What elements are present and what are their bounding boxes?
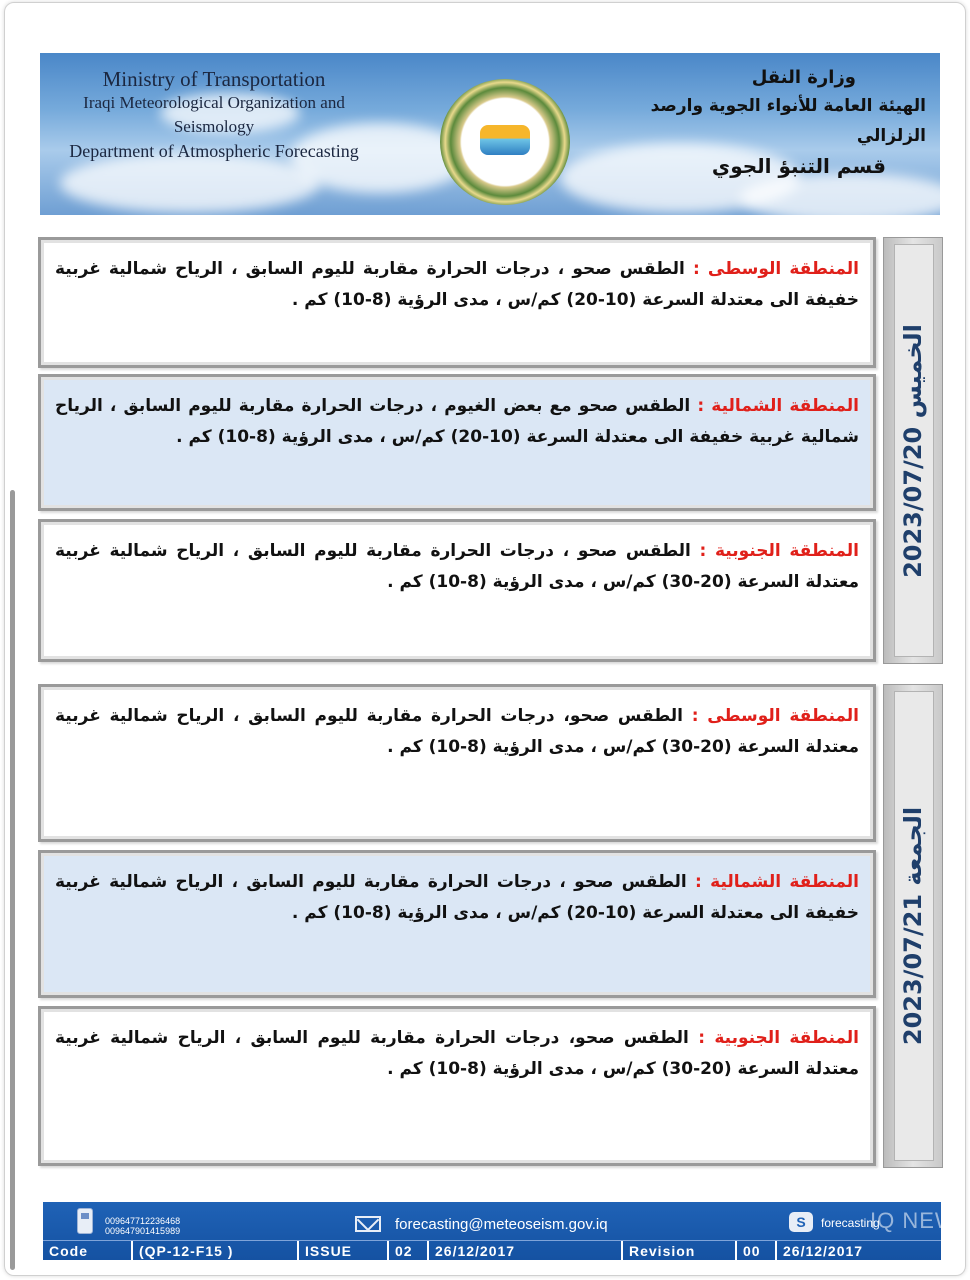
- ministry-name-ar: وزارة النقل: [751, 67, 856, 88]
- department-name-ar: قسم التنبؤ الجوي: [711, 154, 886, 178]
- watermark-text: IQ NEW: [870, 1208, 957, 1233]
- region-name: المنطقة الشمالية: [711, 396, 859, 416]
- issue-date: 26/12/2017: [429, 1241, 623, 1261]
- organization-name-ar: الهيئة العامة للأنواء الجوية وارصد الزلزالي: [650, 96, 926, 146]
- mail-icon: [355, 1216, 381, 1232]
- day-date-label: الجمعة 2023/07/21: [899, 806, 927, 1046]
- document-code-row: [43, 1240, 941, 1261]
- region-card-central: المنطقة الوسطى : الطقس صحو ، درجات الحرارة مقاربة لليوم السابق ، الرياح شمالية غربية خفيفة الى معتدلة السرعة (10-20) كم/س ، مدى الرؤية (8-10) كم .: [38, 237, 876, 368]
- region-forecast-text: الطقس صحو مع بعض الغيوم ، درجات الحرارة مقاربة لليوم السابق ، الرياح شمالية غربية خفيفة الى معتدلة السرعة (10-20) كم/س ، مدى الرؤية (8-10) كم .: [55, 396, 859, 447]
- region-forecast-text: الطقس صحو ، درجات الحرارة مقاربة لليوم السابق ، الرياح شمالية غربية خفيفة الى معتدلة السرعة (10-20) كم/س ، مدى الرؤية (8-10) كم .: [55, 872, 859, 923]
- issue-number: 02: [389, 1241, 429, 1261]
- header-english-block: [54, 67, 374, 163]
- region-forecast-text: الطقس صحو، درجات الحرارة مقاربة لليوم السابق ، الرياح شمالية غربية معتدلة السرعة (20-30) كم/س ، مدى الرؤية (8-10) كم .: [55, 706, 859, 757]
- region-name: المنطقة الجنوبية: [714, 541, 859, 561]
- email-address[interactable]: forecasting@meteoseism.gov.iq: [395, 1216, 608, 1233]
- region-card-south: المنطقة الجنوبية : الطقس صحو، درجات الحرارة مقاربة لليوم السابق ، الرياح شمالية غربية معتدلة السرعة (20-30) كم/س ، مدى الرؤية (8-10) كم .: [38, 1006, 876, 1166]
- region-name: المنطقة الوسطى: [707, 706, 860, 726]
- phone-icon: [77, 1208, 93, 1234]
- organization-seal-icon: [440, 79, 570, 205]
- scrollbar-thumb[interactable]: [10, 490, 15, 1270]
- phone-numbers: [105, 1216, 180, 1236]
- day-group-thursday: [38, 237, 943, 662]
- day-group-friday: [38, 684, 943, 1166]
- region-forecast-text: الطقس صحو ، درجات الحرارة مقاربة لليوم السابق ، الرياح شمالية غربية معتدلة السرعة (20-30) كم/س ، مدى الرؤية (8-10) كم .: [55, 541, 859, 592]
- issue-label: ISSUE: [299, 1241, 389, 1261]
- day-tab-thursday: [883, 237, 943, 664]
- region-card-north: المنطقة الشمالية : الطقس صحو مع بعض الغيوم ، درجات الحرارة مقاربة لليوم السابق ، الرياح شمالية غربية خفيفة الى معتدلة السرعة (10-20) كم/س ، مدى الرؤية (8-10) كم .: [38, 374, 876, 511]
- header-banner: [40, 53, 940, 215]
- code-label: Code: [43, 1241, 133, 1261]
- header-arabic-block: [626, 65, 926, 181]
- region-card-north: المنطقة الشمالية : الطقس صحو ، درجات الحرارة مقاربة لليوم السابق ، الرياح شمالية غربية خفيفة الى معتدلة السرعة (10-20) كم/س ، مدى الرؤية (8-10) كم .: [38, 850, 876, 998]
- region-forecast-text: الطقس صحو، درجات الحرارة مقاربة لليوم السابق ، الرياح شمالية غربية معتدلة السرعة (20-30) كم/س ، مدى الرؤية (8-10) كم .: [55, 1028, 859, 1079]
- day-date-label: الخميس 2023/07/20: [899, 323, 928, 578]
- region-name: المنطقة الشمالية: [710, 872, 860, 892]
- phone-number: 009647712236468: [105, 1216, 181, 1226]
- region-forecast-text: الطقس صحو ، درجات الحرارة مقاربة لليوم السابق ، الرياح شمالية غربية خفيفة الى معتدلة السرعة (10-20) كم/س ، مدى الرؤية (8-10) كم .: [55, 259, 859, 310]
- revision-date: 26/12/2017: [783, 1243, 864, 1259]
- region-name: المنطقة الوسطى: [707, 259, 859, 279]
- revision-number: 00: [737, 1241, 777, 1261]
- department-name-en: Department of Atmospheric Forecasting: [69, 141, 359, 161]
- revision-label: Revision: [623, 1241, 737, 1261]
- footer-bar: [43, 1202, 941, 1260]
- skype-icon: S: [789, 1212, 813, 1232]
- ministry-name-en: Ministry of Transportation: [102, 67, 326, 91]
- region-card-south: المنطقة الجنوبية : الطقس صحو ، درجات الحرارة مقاربة لليوم السابق ، الرياح شمالية غربية معتدلة السرعة (20-30) كم/س ، مدى الرؤية (8-10) كم .: [38, 519, 876, 662]
- code-value: (QP-12-F15 ): [133, 1241, 299, 1261]
- region-card-central: المنطقة الوسطى : الطقس صحو، درجات الحرارة مقاربة لليوم السابق ، الرياح شمالية غربية معتدلة السرعة (20-30) كم/س ، مدى الرؤية (8-10) كم .: [38, 684, 876, 842]
- organization-name-en: Iraqi Meteorological Organization and Seismology: [83, 93, 345, 136]
- region-name: المنطقة الجنوبية: [714, 1028, 860, 1048]
- phone-number: 009647901415989: [105, 1226, 181, 1236]
- day-tab-friday: [883, 684, 943, 1168]
- skype-handle[interactable]: forecasting: [821, 1216, 880, 1230]
